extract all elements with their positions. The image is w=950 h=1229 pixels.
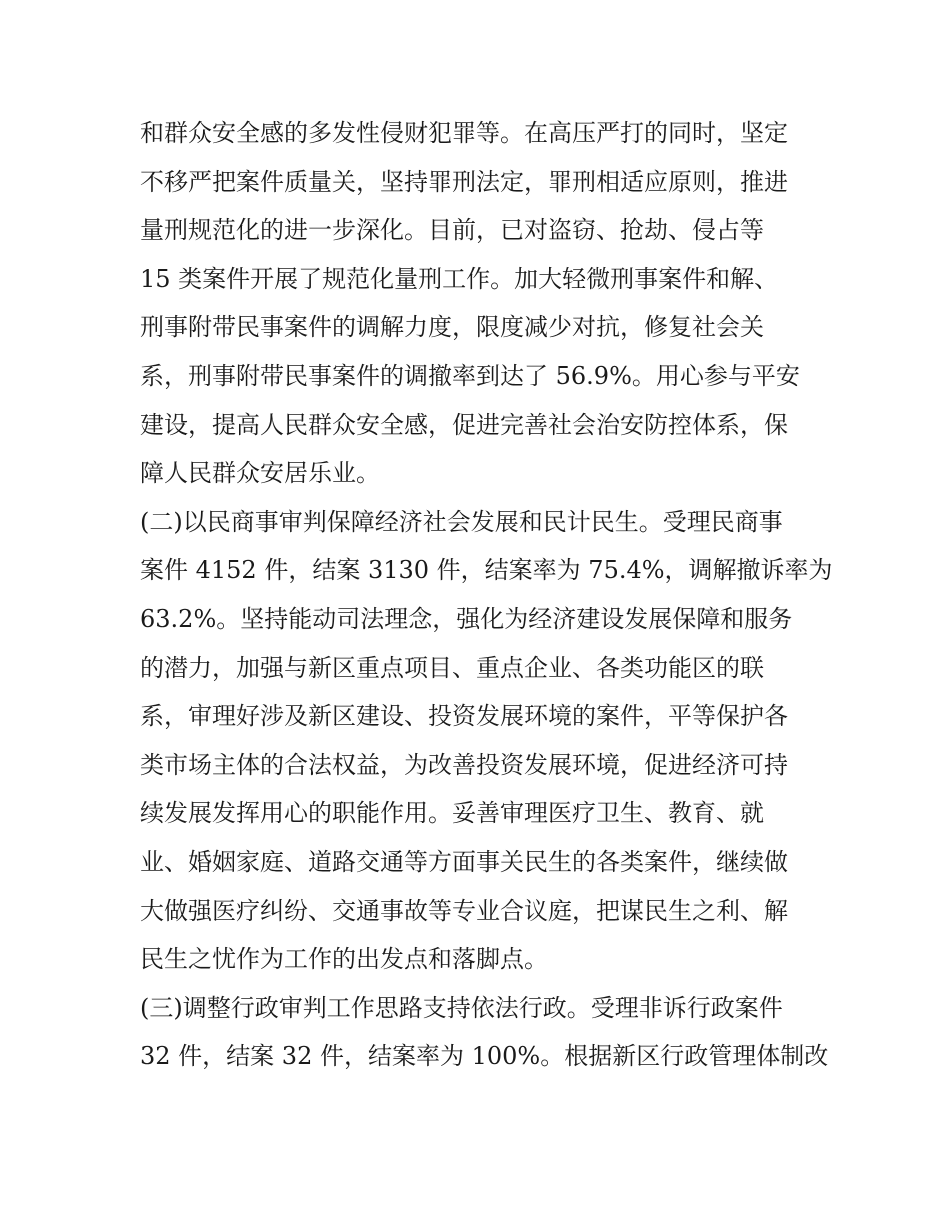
text-line: 业、婚姻家庭、道路交通等方面事关民生的各类案件，继续做: [140, 847, 788, 876]
text-line: 不移严把案件质量关，坚持罪刑法定，罪刑相适应原则，推进: [140, 167, 788, 196]
text-line: 的潜力，加强与新区重点项目、重点企业、各类功能区的联: [140, 653, 764, 682]
section-heading-line: (三)调整行政审判工作思路支持依法行政。受理非诉行政案件: [140, 993, 783, 1022]
body-text: [140, 109, 833, 1081]
text-line: 和群众安全感的多发性侵财犯罪等。在高压严打的同时，坚定: [140, 119, 788, 147]
text-line: 大做强医疗纠纷、交通事故等专业合议庭，把谋民生之利、解: [140, 896, 788, 925]
text-line: 民生之忧作为工作的出发点和落脚点。: [140, 945, 548, 974]
text-line: 63.2%。坚持能动司法理念，强化为经济建设发展保障和服务: [140, 604, 793, 633]
text-line: 案件 4152 件，结案 3130 件，结案率为 75.4%，调解撤诉率为: [140, 556, 833, 585]
text-line: 系，审理好涉及新区建设、投资发展环境的案件，平等保护各: [140, 702, 788, 731]
text-line: 量刑规范化的进一步深化。目前，已对盗窃、抢劫、侵占等: [140, 216, 764, 245]
text-line: 障人民群众安居乐业。: [140, 459, 380, 488]
text-line: 类市场主体的合法权益，为改善投资发展环境，促进经济可持: [140, 750, 788, 779]
text-line: 建设，提高人民群众安全感，促进完善社会治安防控体系，保: [140, 410, 788, 439]
text-line: 32 件，结案 32 件，结案率为 100%。根据新区行政管理体制改: [140, 1042, 829, 1071]
text-line: 续发展发挥用心的职能作用。妥善审理医疗卫生、教育、就: [140, 799, 764, 828]
text-line: 系，刑事附带民事案件的调撤率到达了 56.9%。用心参与平安: [140, 361, 800, 390]
text-line: 15 类案件开展了规范化量刑工作。加大轻微刑事案件和解、: [140, 264, 779, 293]
text-line: 刑事附带民事案件的调解力度，限度减少对抗，修复社会关: [140, 313, 764, 342]
section-heading-line: (二)以民商事审判保障经济社会发展和民计民生。受理民商事: [140, 507, 783, 536]
